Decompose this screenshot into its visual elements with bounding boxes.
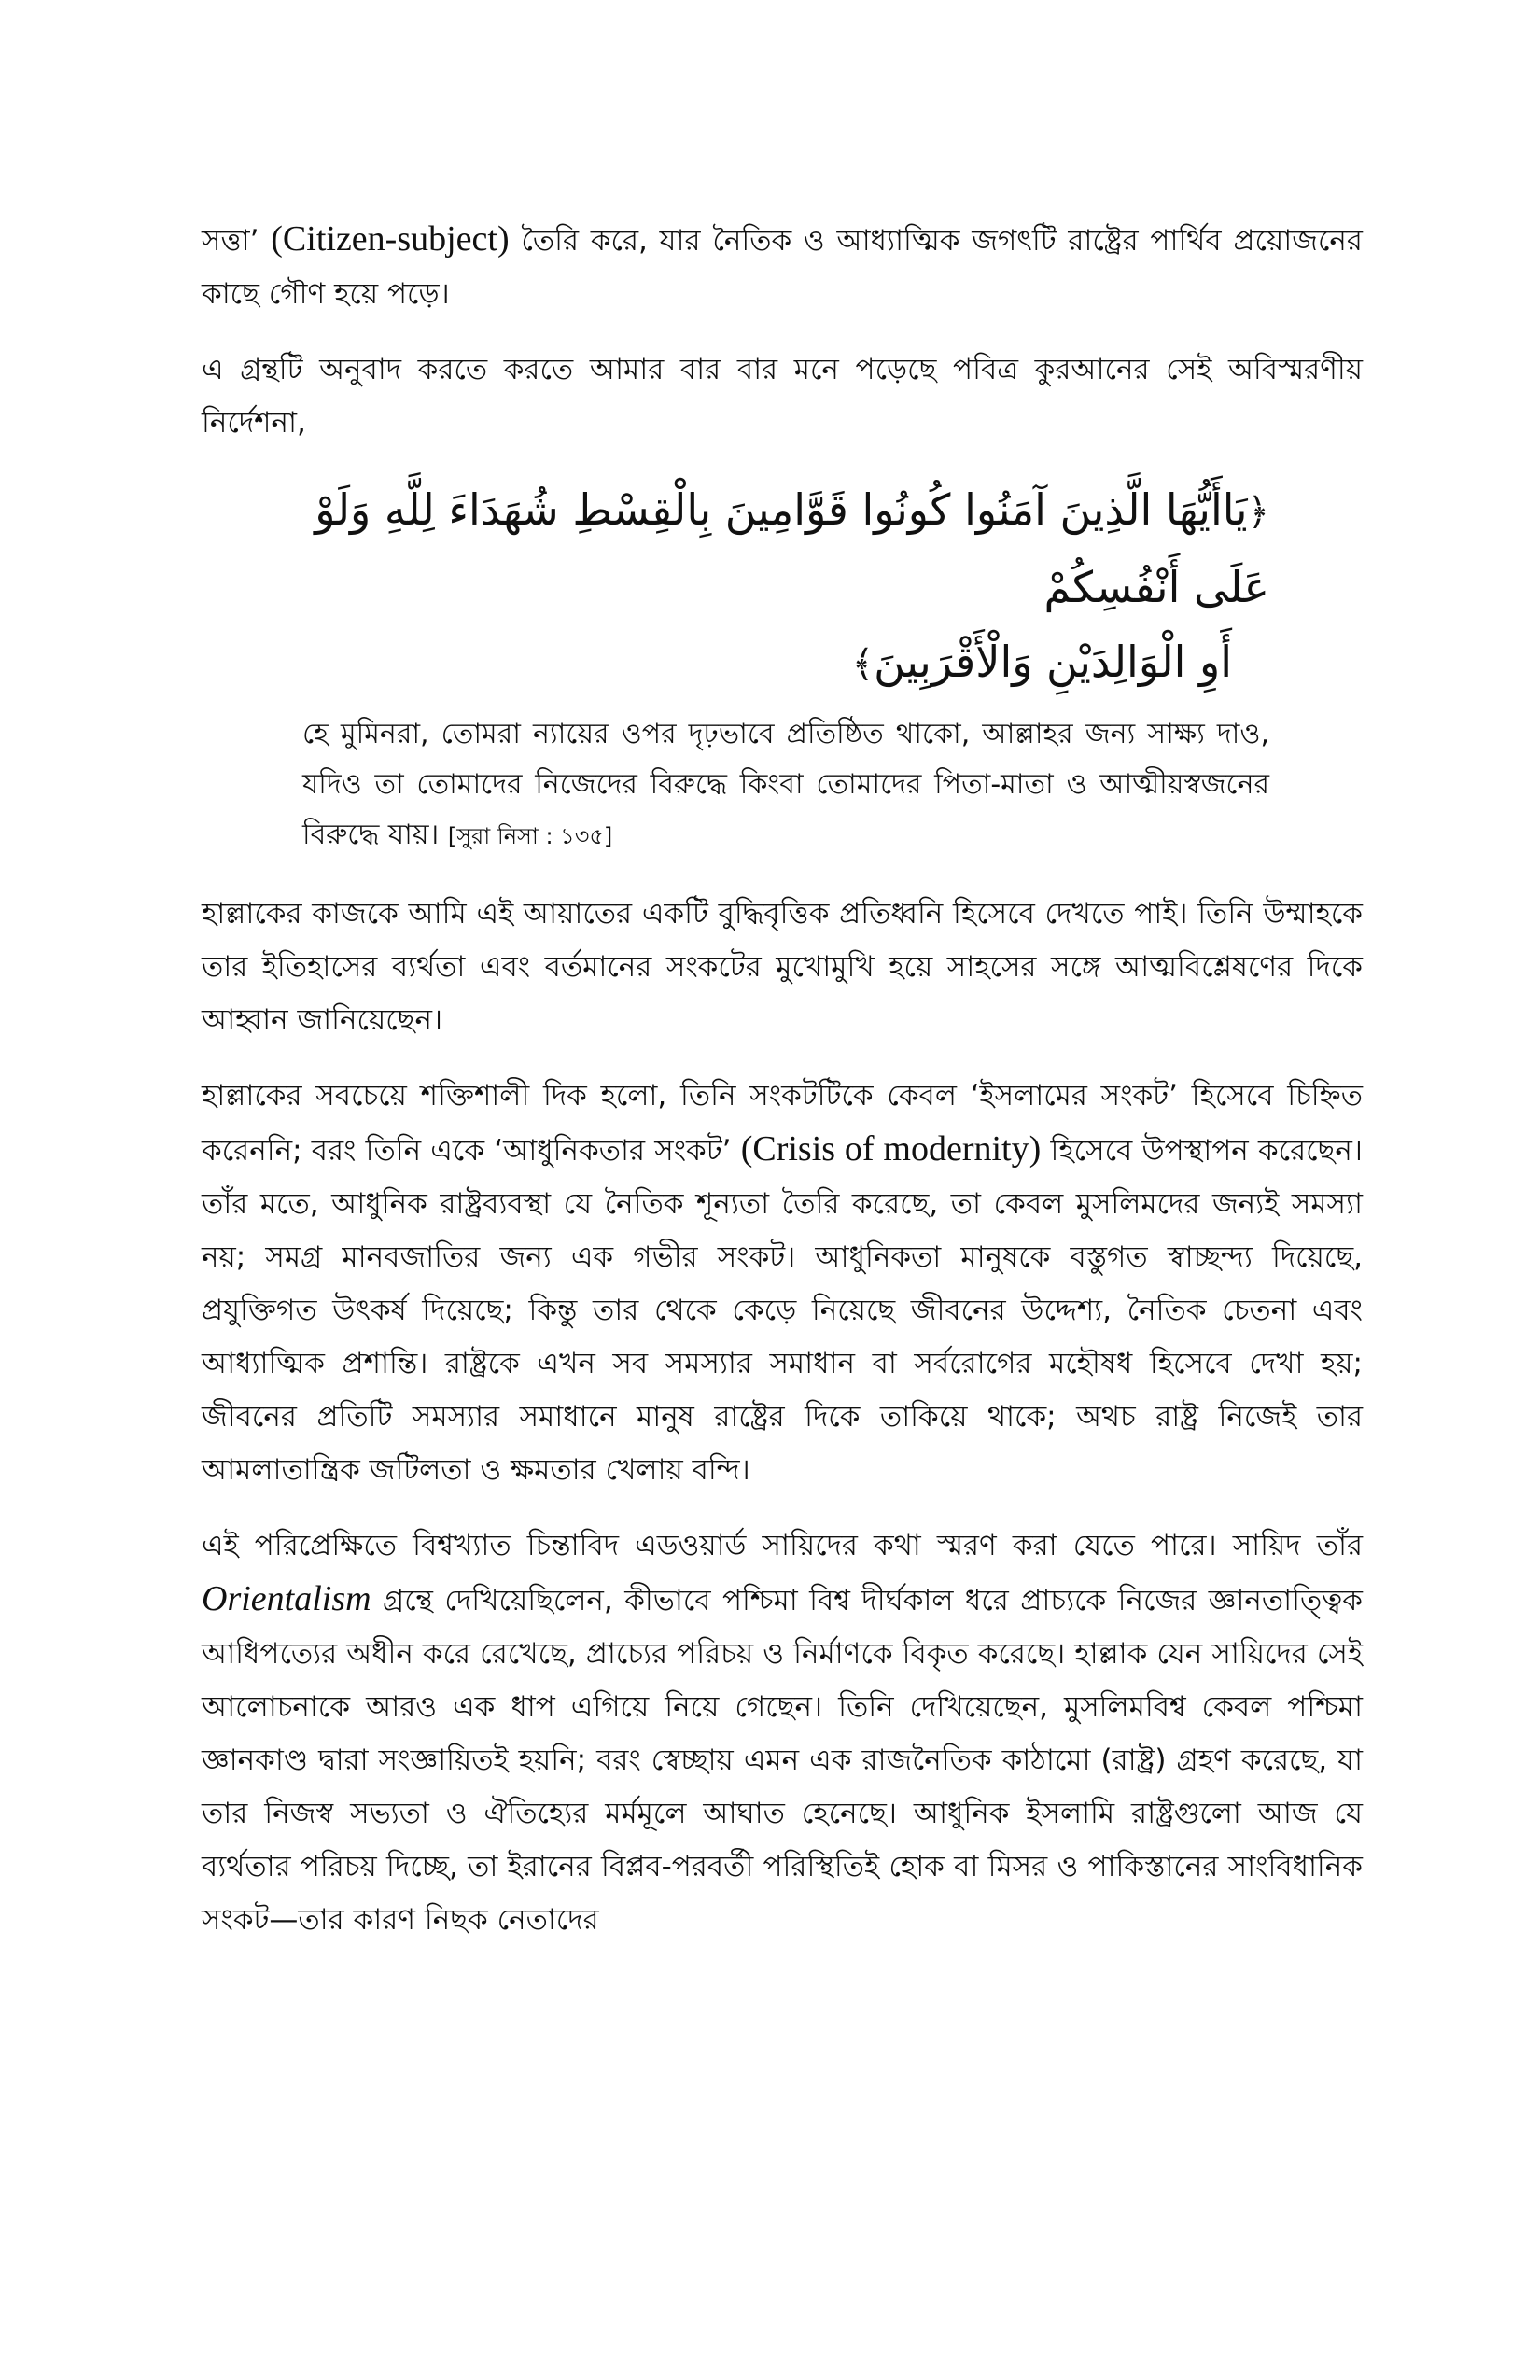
arabic-verse-line-2-text: أَوِ الْوَالِدَيْنِ وَالْأَقْرَبِينَ [874, 637, 1232, 687]
verse-translation-text: হে মুমিনরা, তোমরা ন্যায়ের ওপর দৃঢ়ভাবে প্রতিষ্ঠিত থাকো, আল্লাহর জন্য সাক্ষ্য দাও, যদিও তা তোমাদের নিজেদের বিরুদ্ধে কিংবা তোমাদের পিতা-মাতা ও আত্মীয়স্বজনের বিরুদ্ধে যায়। [302, 718, 1269, 851]
quran-quote-block [202, 472, 1363, 861]
paragraph-5-text-b: গ্রন্থে দেখিয়েছিলেন, কীভাবে পশ্চিমা বিশ্ব দীর্ঘকাল ধরে প্রাচ্যকে নিজের জ্ঞানতাত্ত্বিক আধিপত্যের অধীন করে রেখেছে, প্রাচ্যের পরিচয় ও নির্মাণকে বিকৃত করেছে। হাল্লাক যেন সায়িদের সেই আলোচনাকে আরও এক ধাপ এগিয়ে নিয়ে গেছেন। তিনি দেখিয়েছেন, মুসলিমবিশ্ব কেবল পশ্চিমা জ্ঞানকাণ্ড দ্বারা সংজ্ঞায়িতই হয়নি; বরং স্বেচ্ছায় এমন এক রাজনৈতিক কাঠামো (রাষ্ট্র) গ্রহণ করেছে, যা তার নিজস্ব সভ্যতা ও ঐতিহ্যের মর্মমূলে আঘাত হেনেছে। আধুনিক ইসলামি রাষ্ট্রগুলো আজ যে ব্যর্থতার পরিচয় দিচ্ছে, তা ইরানের বিপ্লব-পরবর্তী পরিস্থিতিই হোক বা মিসর ও পাকিস্তানের সাংবিধানিক সংকট—তার কারণ নিছক নেতাদের [202, 1584, 1363, 1937]
crisis-of-modernity-term: (Crisis of modernity) [740, 1129, 1042, 1169]
paragraph-1-text-b: তৈরি করে, যার নৈতিক ও আধ্যাত্মিক জগৎটি রাষ্ট্রের পার্থিব প্রয়োজনের কাছে গৌণ হয়ে পড়ে। [202, 224, 1363, 311]
paragraph-5 [202, 1519, 1363, 1947]
paragraph-1-text-a: সত্তা’ [202, 224, 272, 258]
paragraph-4-text-a: হাল্লাকের সবচেয়ে শক্তিশালী দিক হলো, তিনি সংকটটিকে কেবল ‘ইসলামের সংকট’ হিসেবে চিহ্নিত করেননি; বরং তিনি একে ‘আধুনিকতার সংকট’ [202, 1079, 1363, 1168]
paragraph-1 [202, 213, 1363, 321]
verse-translation [302, 709, 1269, 861]
paragraph-5-text-a: এই পরিপ্রেক্ষিতে বিশ্বখ্যাত চিন্তাবিদ এডওয়ার্ড সায়িদের কথা স্মরণ করা যেতে পারে। সায়িদ তাঁর [202, 1529, 1363, 1562]
ornament-open: ﴿ [1247, 491, 1269, 534]
ornament-close: ﴾ [851, 643, 875, 686]
paragraph-4-text-b: হিসেবে উপস্থাপন করেছেন। তাঁর মতে, আধুনিক রাষ্ট্রব্যবস্থা যে নৈতিক শূন্যতা তৈরি করেছে, তা কেবল মুসলিমদের জন্যই সমস্যা নয়; সমগ্র মানবজাতির জন্য এক গভীর সংকট। আধুনিকতা মানুষকে বস্তুগত স্বাচ্ছন্দ্য দিয়েছে, প্রযুক্তিগত উৎকর্ষ দিয়েছে; কিন্তু তার থেকে কেড়ে নিয়েছে জীবনের উদ্দেশ্য, নৈতিক চেতনা এবং আধ্যাত্মিক প্রশান্তি। রাষ্ট্রকে এখন সব সমস্যার সমাধান বা সর্বরোগের মহৌষধ হিসেবে দেখা হয়; জীবনের প্রতিটি সমস্যার সমাধানে মানুষ রাষ্ট্রের দিকে তাকিয়ে থাকে; অথচ রাষ্ট্র নিজেই তার আমলাতান্ত্রিক জটিলতা ও ক্ষমতার খেলায় বন্দি। [202, 1134, 1363, 1487]
verse-reference: [সুরা নিসা : ১৩৫] [447, 823, 613, 849]
paragraph-3: হাল্লাকের কাজকে আমি এই আয়াতের একটি বুদ্ধিবৃত্তিক প্রতিধ্বনি হিসেবে দেখতে পাই। তিনি উম্মাহকে তার ইতিহাসের ব্যর্থতা এবং বর্তমানের সংকটের মুখোমুখি হয়ে সাহসের সঙ্গে আত্মবিশ্লেষণের দিকে আহ্বান জানিয়েছেন। [202, 897, 1363, 1037]
arabic-verse-line-2 [302, 624, 1232, 702]
paragraph-2: এ গ্রন্থটি অনুবাদ করতে করতে আমার বার বার মনে পড়েছে পবিত্র কুরআনের সেই অবিস্মরণীয় নির্দেশনা, [202, 353, 1363, 440]
citizen-subject-term: (Citizen-subject) [271, 219, 510, 259]
paragraph-4 [202, 1070, 1363, 1497]
orientalism-title: Orientalism [202, 1579, 371, 1618]
arabic-verse-line-1-text: يَاأَيُّهَا الَّذِينَ آمَنُوا كُونُوا قَوَّامِينَ بِالْقِسْطِ شُهَدَاءَ لِلَّهِ وَلَوْ عَلَى أَنْفُسِكُمْ [315, 484, 1269, 612]
arabic-verse-line-1 [302, 472, 1269, 624]
